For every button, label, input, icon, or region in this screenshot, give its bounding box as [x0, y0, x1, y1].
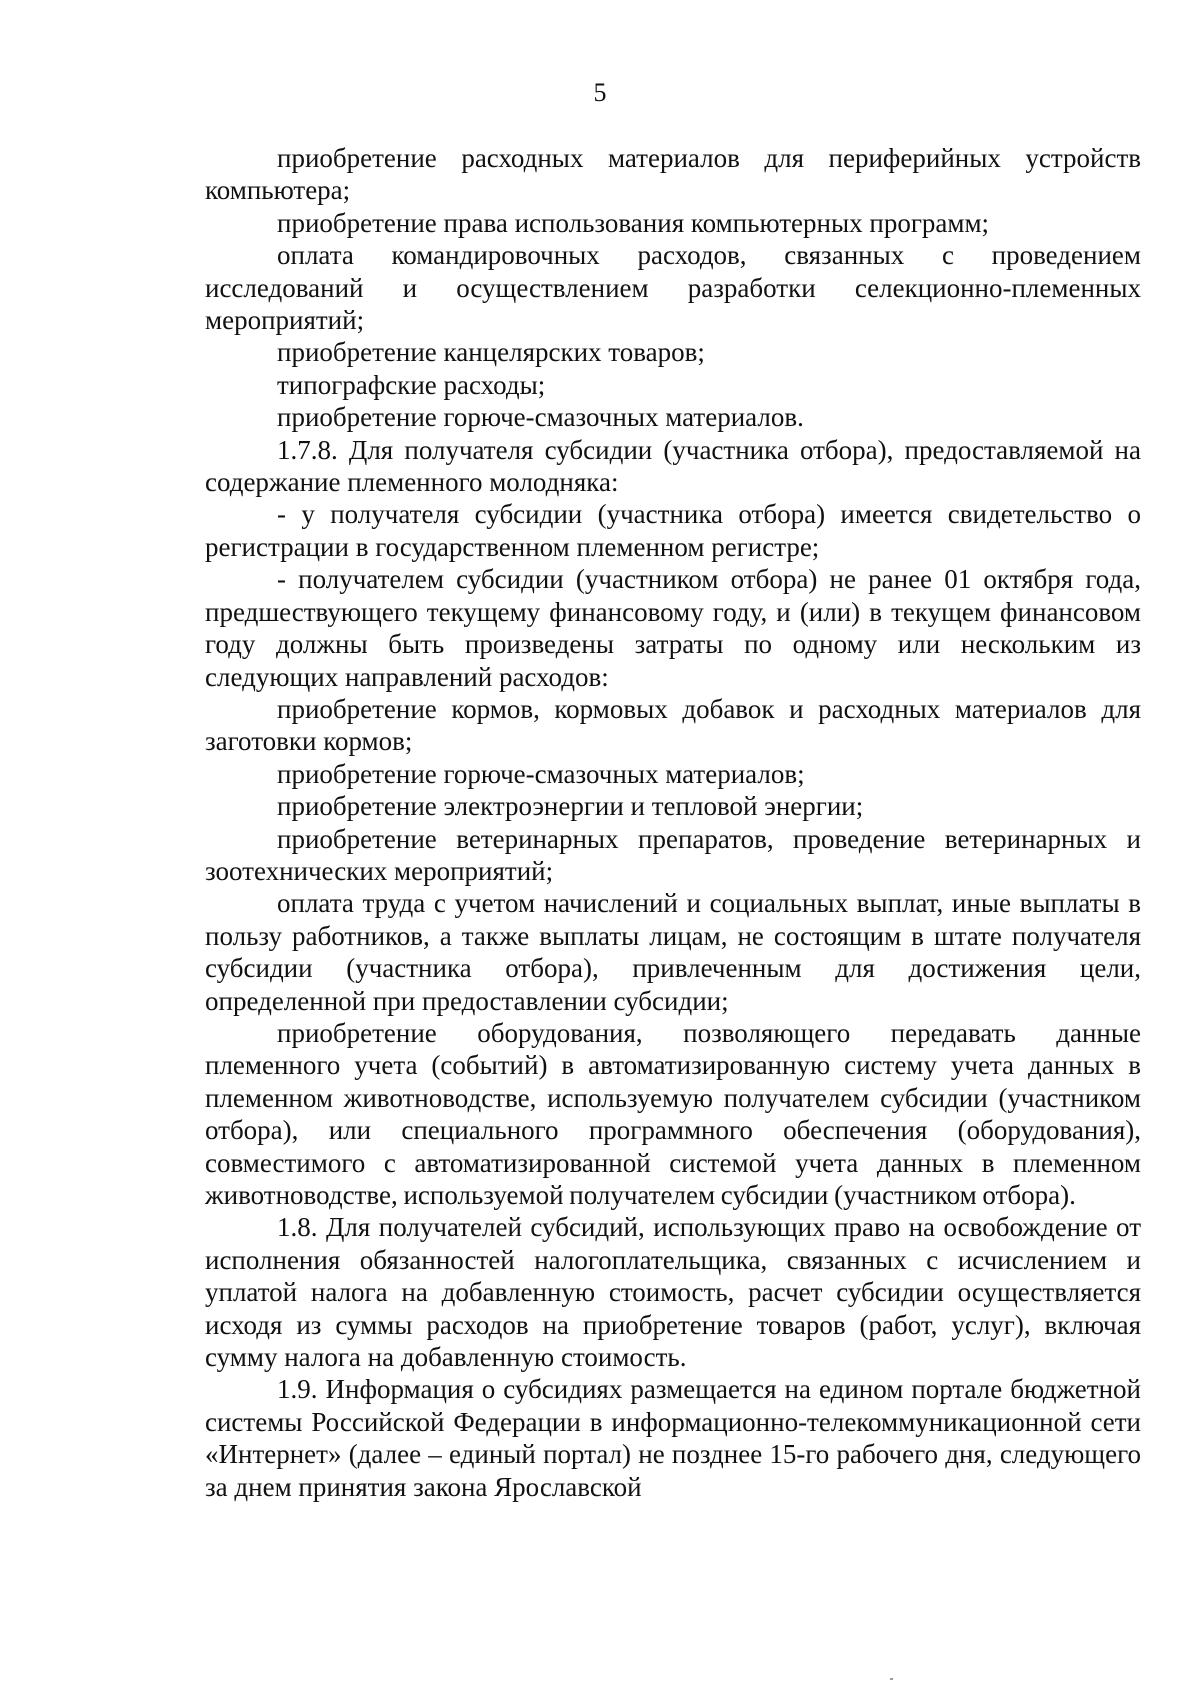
paragraph-labor-payment: оплата труда с учетом начислений и социальных выплат, иные выплаты в пользу работников, а также выплаты лицам, не состоящим в штате получателя субсидии (участника отбора), привлеченным для достижения цели, определенной при предоставлении субсидии; — [205, 888, 1141, 1016]
page-number: 5 — [593, 78, 607, 107]
paragraph-printing-expenses: типографские расходы; — [277, 369, 546, 400]
paragraph-electricity-heat: приобретение электроэнергии и тепловой энергии; — [277, 791, 864, 822]
paragraph-peripheral-materials: приобретение расходных материалов для периферийных устройств компьютера; — [205, 143, 1141, 206]
paragraph-section-1-7-8: 1.7.8. Для получателя субсидии (участника отбора), предоставляемой на содержание племенного молодняка: — [205, 434, 1141, 498]
paragraph-fuel-lubricants-2: приобретение горюче-смазочных материалов; — [277, 758, 805, 789]
paragraph-fuel-lubricants: приобретение горюче-смазочных материалов. — [277, 402, 804, 433]
paragraph-travel-expenses: оплата командировочных расходов, связанных с проведением исследований и осуществлением разработки селекционно-племенных мероприятий; — [205, 240, 1141, 336]
paragraph-office-supplies: приобретение канцелярских товаров; — [277, 337, 705, 368]
paragraph-section-1-8: 1.8. Для получателей субсидий, использующих право на освобождение от исполнения обязанностей налогоплательщика, связанных с исчислением и уплатой налога на добавленную стоимость, расчет субсидии осуществляется исходя из суммы расходов на приобретение товаров (работ, услуг), включая сумму налога на добавленную стоимость. — [205, 1212, 1141, 1373]
paragraph-equipment: приобретение оборудования, позволяющего передавать данные племенного учета (событий) в автоматизированную систему учета данных в племенном животноводстве, используемую получателем субсидии (участником отбора), или специального программного обеспечения (оборудования), совместимого с автоматизированной системой учета данных в племенном животноводстве, используемой получателем субсидии (участником отбора). — [205, 1017, 1141, 1210]
paragraph-feed-purchase: приобретение кормов, кормовых добавок и расходных материалов для заготовки кормов; — [205, 693, 1141, 757]
paragraph-section-1-9: 1.9. Информация о субсидиях размещается на едином портале бюджетной системы Российской Федерации в информационно-телекоммуникационной сети «Интернет» (далее – единый портал) не позднее 15-го рабочего дня, следующего за днем принятия закона Ярославской — [205, 1374, 1141, 1502]
document-body — [205, 142, 1141, 1503]
paragraph-veterinary: приобретение ветеринарных препаратов, проведение ветеринарных и зоотехнических мероприятий; — [205, 823, 1141, 886]
paragraph-software-rights: приобретение права использования компьютерных программ; — [277, 207, 990, 238]
paragraph-registry-certificate: - у получателя субсидии (участника отбора) имеется свидетельство о регистрации в государственном племенном регистре; — [205, 499, 1141, 562]
paragraph-expenses-incurred: - получателем субсидии (участником отбора) не ранее 01 октября года, предшествующего текущему финансовому году, и (или) в текущем финансовом году должны быть произведены затраты по одному или нескольким из следующих направлений расходов: — [205, 564, 1141, 692]
scan-artifact — [890, 1678, 893, 1680]
